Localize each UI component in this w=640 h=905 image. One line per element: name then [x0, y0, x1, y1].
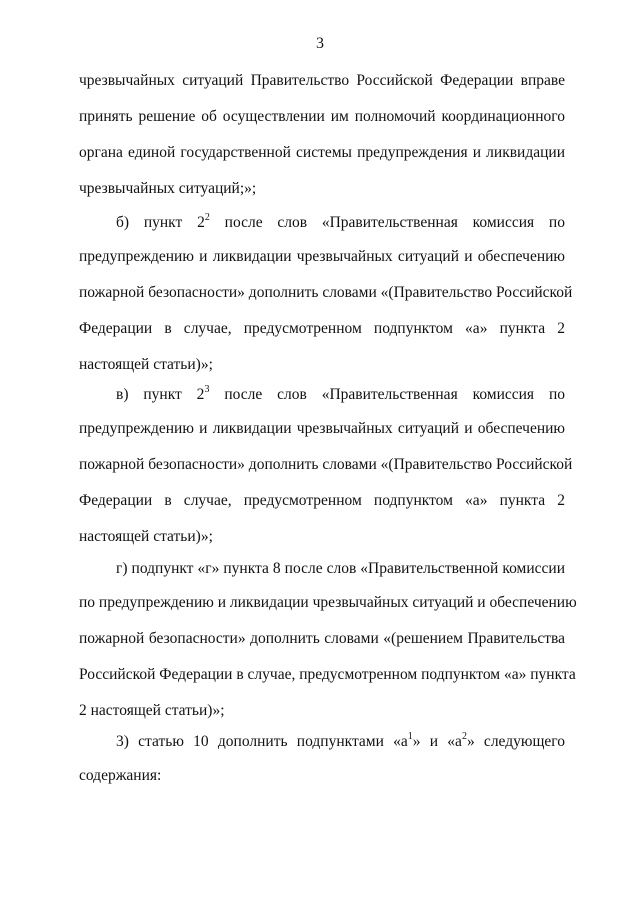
text-line: содержания: — [79, 767, 162, 784]
text-line: пожарной безопасности» дополнить словами «(Правительство Российской — [79, 284, 573, 301]
text-line-b-item — [116, 212, 565, 234]
text-line: чрезвычайных ситуаций;»; — [79, 180, 257, 197]
text-fragment: 3) статью 10 дополнить подпунктами «а — [116, 733, 408, 750]
superscript: 3 — [204, 383, 210, 395]
text-line: Российской Федерации в случае, предусмотренном подпунктом «а» пункта — [79, 666, 576, 683]
text-line: пожарной безопасности» дополнить словами «(решением Правительства — [79, 630, 565, 647]
text-fragment: после слов «Правительственная комиссия по — [209, 386, 565, 403]
text-line: Федерации в случае, предусмотренном подпунктом «а» пункта 2 — [79, 320, 565, 337]
text-line: чрезвычайных ситуаций Правительство Российской Федерации вправе — [79, 72, 565, 89]
text-line: по предупреждению и ликвидации чрезвычайных ситуаций и обеспечению — [79, 594, 577, 611]
text-line: настоящей статьи)»; — [79, 356, 213, 373]
text-fragment: б) пункт 2 — [116, 214, 205, 231]
text-line: предупреждению и ликвидации чрезвычайных ситуаций и обеспечению — [79, 420, 565, 437]
text-line: Федерации в случае, предусмотренном подпунктом «а» пункта 2 — [79, 492, 565, 509]
superscript: 1 — [407, 730, 413, 742]
text-line: 2 настоящей статьи)»; — [79, 702, 225, 719]
superscript: 2 — [204, 211, 210, 223]
text-line: принять решение об осуществлении им полномочий координационного — [79, 108, 565, 125]
text-fragment: в) пункт 2 — [116, 386, 205, 403]
text-line-v-item — [116, 384, 565, 406]
text-line: настоящей статьи)»; — [79, 528, 213, 545]
text-fragment: » следующего — [466, 733, 565, 750]
text-line: пожарной безопасности» дополнить словами «(Правительство Российской — [79, 456, 573, 473]
text-line-g-item: г) подпункт «г» пункта 8 после слов «Правительственной комиссии — [116, 560, 565, 577]
text-line: органа единой государственной системы предупреждения и ликвидации — [79, 144, 565, 161]
superscript: 2 — [461, 730, 467, 742]
text-line: предупреждению и ликвидации чрезвычайных ситуаций и обеспечению — [79, 248, 565, 265]
text-fragment: » и «а — [412, 733, 462, 750]
page-number: 3 — [316, 35, 324, 52]
text-line-item-3 — [116, 731, 565, 753]
text-fragment: после слов «Правительственная комиссия по — [209, 214, 565, 231]
